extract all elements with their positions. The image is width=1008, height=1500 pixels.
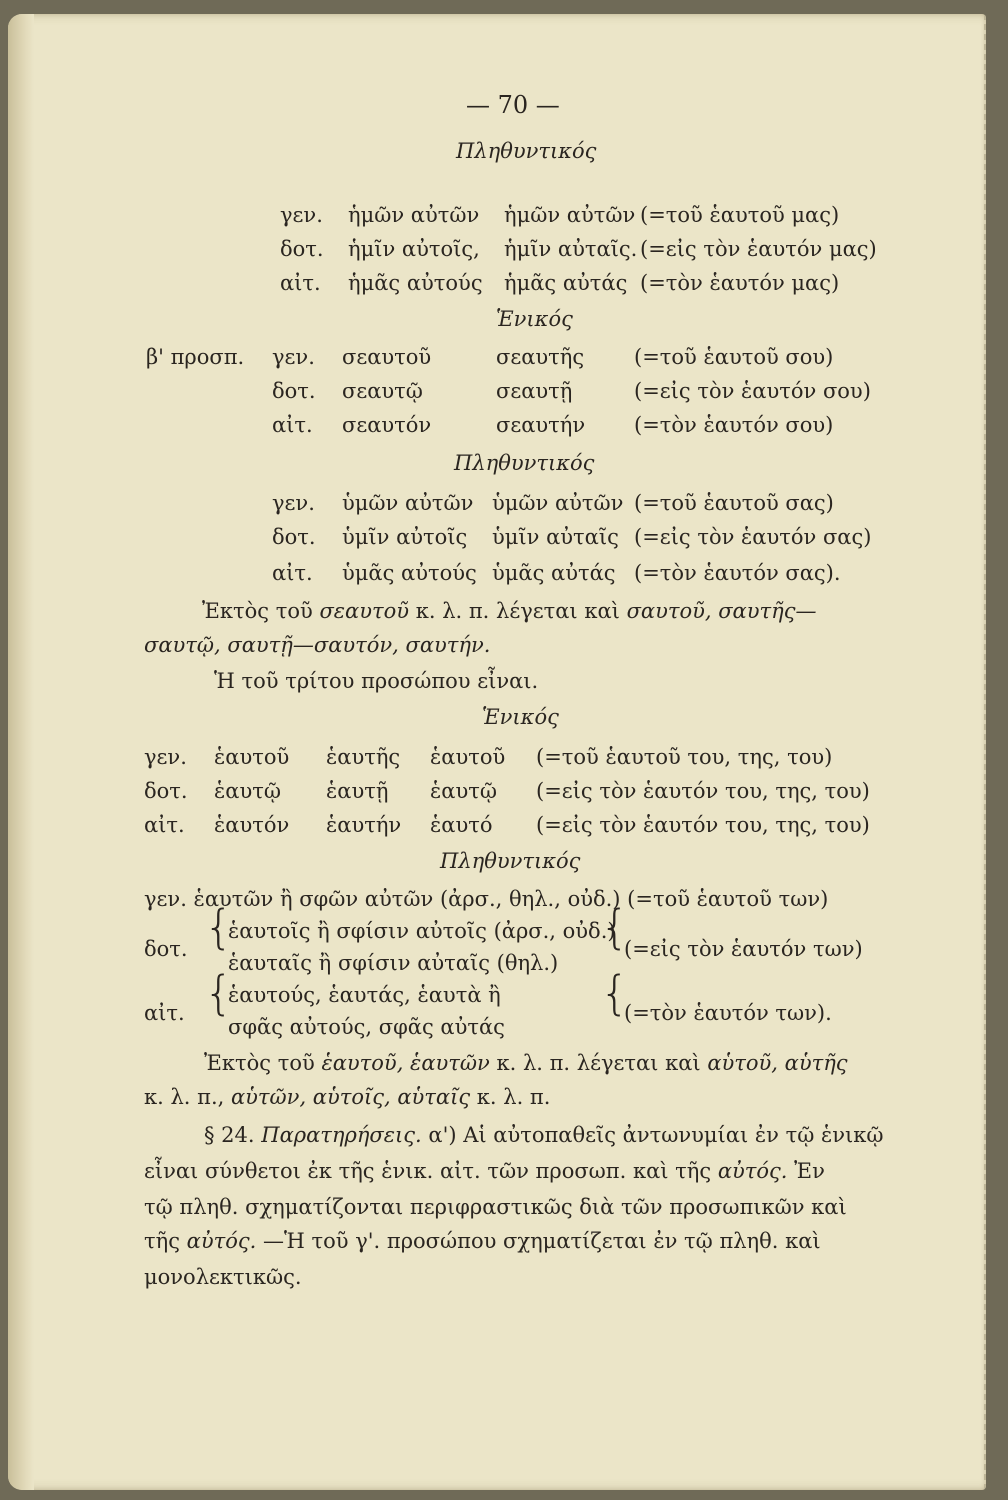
case-label: δοτ.: [144, 779, 188, 803]
dat-line: ἑαυταῖς ἢ σφίσιν αὐταῖς (θηλ.): [228, 951, 559, 975]
gloss: (=τοῦ ἑαυτοῦ σου): [634, 345, 834, 369]
form-fem: ὑμᾶς αὐτάς: [492, 561, 616, 585]
person-label: β' προσπ.: [146, 345, 245, 369]
note-term: αὑτοῦ, αὑτῆς: [707, 1051, 848, 1075]
case-label: αἰτ.: [144, 813, 185, 837]
paragraph-text: —Ἡ τοῦ γ'. προσώπου σχηματίζεται ἐν τῷ πληθ. καὶ: [263, 1229, 821, 1253]
note-text: κ. λ. π. λέγεται καὶ: [415, 599, 620, 623]
note-text: Ἐκτὸς τοῦ: [204, 1051, 315, 1075]
case-label: δοτ.: [272, 379, 316, 403]
right-brace: {: [600, 966, 630, 1020]
paragraph-number: § 24.: [204, 1123, 255, 1147]
case-label: αἰτ.: [280, 271, 321, 295]
case-label: γεν.: [144, 745, 187, 769]
paragraph-text: εἶναι σύνθετοι ἐκ τῆς ἑνικ. αἰτ. τῶν προσωπ. καὶ τῆς: [144, 1159, 712, 1183]
gloss: (=εἰς τὸν ἑαυτόν του, της, του): [536, 779, 870, 803]
form-neut: ἑαυτό: [430, 813, 493, 837]
form-masc: ἡμῶν αὐτῶν: [348, 203, 480, 227]
form-neut: ἑαυτοῦ: [430, 745, 506, 769]
case-label: αἰτ.: [272, 413, 313, 437]
paragraph-line: τῷ πληθ. σχηματίζονται περιφραστικῶς διὰ τῶν προσωπικῶν καὶ: [144, 1195, 847, 1219]
paragraph-title: Παρατηρήσεις.: [261, 1123, 422, 1147]
form-fem: ἡμῶν αὐτῶν: [504, 203, 636, 227]
note-line: [144, 1084, 550, 1110]
form-fem: ἡμῖν αὐταῖς.: [504, 237, 638, 261]
case-label: δοτ.: [272, 525, 316, 549]
form-neut: ἑαυτῷ: [430, 779, 497, 803]
paragraph-line: [144, 1228, 821, 1254]
heading-singular-3: Ἑνικός: [482, 705, 559, 729]
note-line: [204, 1050, 848, 1076]
case-label: γεν.: [272, 491, 315, 515]
note-text: κ. λ. π.: [476, 1085, 551, 1109]
paragraph-term: αὐτός.: [717, 1159, 788, 1183]
form-masc: σεαυτόν: [342, 413, 432, 437]
paragraph-text: α') Αἱ αὐτοπαθεῖς ἀντωνυμίαι ἐν τῷ ἑνικῷ: [428, 1123, 884, 1147]
gloss: (=τὸν ἑαυτόν σας).: [634, 561, 841, 585]
note-line: [202, 598, 816, 624]
gloss: (=εἰς τὸν ἑαυτόν σας): [634, 525, 872, 549]
form-fem: ὑμῶν αὐτῶν: [492, 491, 624, 515]
heading-plural-3: Πληθυντικός: [440, 849, 581, 873]
paragraph-line: [204, 1122, 884, 1148]
form-fem: ἑαυτῆς: [326, 745, 401, 769]
note-term: ἑαυτοῦ, ἑαυτῶν: [321, 1051, 490, 1075]
form-masc: ἡμῖν αὐτοῖς,: [348, 237, 480, 261]
page-number: — 70 —: [466, 91, 560, 119]
form-masc: ὑμῖν αὐτοῖς: [342, 525, 468, 549]
gloss: (=τοῦ ἑαυτοῦ σας): [634, 491, 834, 515]
note-line: σαυτῷ, σαυτῇ—σαυτόν, σαυτήν.: [144, 633, 491, 657]
gloss: (=εἰς τὸν ἑαυτόν σου): [634, 379, 871, 403]
heading-plural-2: Πληθυντικός: [454, 451, 595, 475]
form-masc: ἡμᾶς αὐτούς: [348, 271, 483, 295]
form-masc: ἑαυτοῦ: [214, 745, 290, 769]
form-fem: σεαυτῆς: [496, 345, 585, 369]
dat-line: ἑαυτοῖς ἢ σφίσιν αὐτοῖς (ἀρσ., οὐδ.): [228, 919, 616, 943]
page-spine: [8, 14, 34, 1490]
form-fem: σεαυτῇ: [496, 379, 573, 403]
form-masc: ἑαυτῷ: [214, 779, 281, 803]
form-masc: ὑμᾶς αὐτούς: [342, 561, 477, 585]
gloss: (=τὸν ἑαυτόν των).: [624, 1001, 832, 1025]
note-term: σεαυτοῦ: [319, 599, 410, 623]
case-label: αἰτ.: [144, 1001, 185, 1025]
paragraph-line: μονολεκτικῶς.: [144, 1265, 302, 1289]
gloss: (=εἰς τὸν ἑαυτόν μας): [640, 237, 877, 261]
gloss: (=εἰς τὸν ἑαυτόν των): [624, 937, 863, 961]
form-masc: σεαυτοῦ: [342, 345, 432, 369]
case-label: γεν.: [280, 203, 323, 227]
gloss: (=τὸν ἑαυτόν σου): [634, 413, 834, 437]
gloss: (=τοῦ ἑαυτοῦ μας): [640, 203, 840, 227]
book-page: [8, 14, 986, 1490]
paragraph-line: [144, 1158, 825, 1184]
case-label: αἰτ.: [272, 561, 313, 585]
heading-plural-1: Πληθυντικός: [456, 139, 597, 163]
form-fem: σεαυτήν: [496, 413, 586, 437]
form-fem: ἡμᾶς αὐτάς: [504, 271, 628, 295]
case-label: γεν.: [272, 345, 315, 369]
paragraph-text: Ἐν: [794, 1159, 825, 1183]
form-masc: ἑαυτόν: [214, 813, 290, 837]
note-text: κ. λ. π. λέγεται καὶ: [496, 1051, 701, 1075]
form-fem: ἑαυτῇ: [326, 779, 389, 803]
paragraph-term: αὐτός.: [186, 1229, 257, 1253]
form-masc: σεαυτῷ: [342, 379, 423, 403]
acc-line: ἑαυτούς, ἑαυτάς, ἑαυτὰ ἢ: [228, 983, 501, 1007]
left-brace: {: [204, 966, 234, 1020]
gloss: (=τὸν ἑαυτόν μας): [640, 271, 840, 295]
note-term: σαυτοῦ, σαυτῆς—: [626, 599, 817, 623]
note-text: Ἐκτὸς τοῦ: [202, 599, 313, 623]
page-edge-dashes: [982, 14, 986, 1490]
paragraph-text: τῆς: [144, 1229, 180, 1253]
case-label: δοτ.: [144, 937, 188, 961]
acc-line: σφᾶς αὐτούς, σφᾶς αὐτάς: [228, 1015, 505, 1039]
right-brace: {: [600, 900, 630, 954]
left-brace: {: [204, 900, 234, 954]
form-fem: ὑμῖν αὐταῖς: [492, 525, 619, 549]
form-masc: ὑμῶν αὐτῶν: [342, 491, 474, 515]
gloss: (=εἰς τὸν ἑαυτόν του, της, του): [536, 813, 870, 837]
gloss: (=τοῦ ἑαυτοῦ του, της, του): [536, 745, 833, 769]
note-text: κ. λ. π.,: [144, 1085, 225, 1109]
case-label: δοτ.: [280, 237, 324, 261]
gen-plural-line: γεν. ἑαυτῶν ἢ σφῶν αὐτῶν (ἀρσ., θηλ., οὐδ.) (=τοῦ ἑαυτοῦ των): [144, 887, 829, 911]
note-term: αὑτῶν, αὑτοῖς, αὑταῖς: [230, 1085, 471, 1109]
third-person-intro: Ἡ τοῦ τρίτου προσώπου εἶναι.: [214, 669, 539, 693]
form-fem: ἑαυτήν: [326, 813, 402, 837]
heading-singular-2: Ἑνικός: [496, 307, 573, 331]
